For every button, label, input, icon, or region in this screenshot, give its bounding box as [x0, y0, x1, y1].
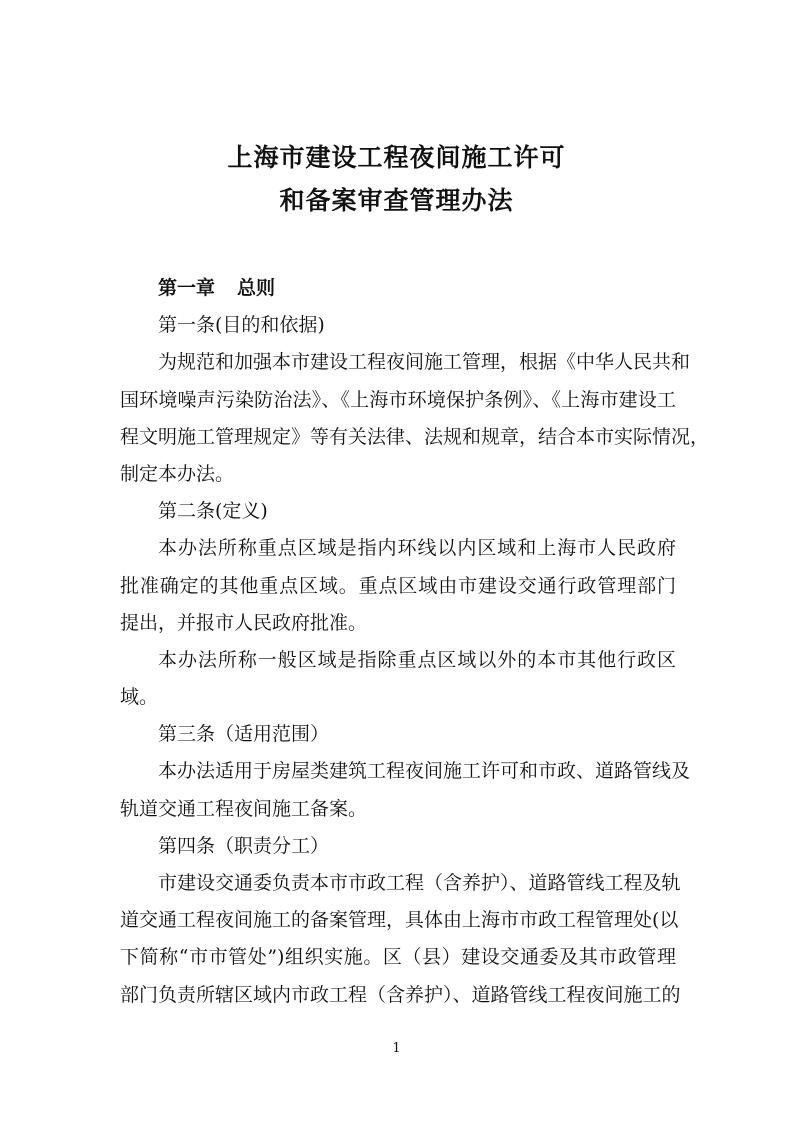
paragraph-line: 本办法所称一般区域是指除重点区域以外的本市其他行政区 — [158, 648, 676, 671]
paragraph-line: 部门负责所辖区域内市政工程（含养护）、道路管线工程夜间施工的 — [120, 983, 681, 1006]
document-body — [120, 270, 710, 1014]
article-1-heading: 第一条(目的和依据) — [158, 314, 325, 337]
paragraph-line: 为规范和加强本市建设工程夜间施工管理，根据《中华人民共和 — [158, 351, 691, 374]
page-number: 1 — [392, 1041, 401, 1056]
paragraph-line: 道交通工程夜间施工的备案管理，具体由上海市市政工程管理处(以 — [120, 909, 679, 932]
paragraph-line: 本办法适用于房屋类建筑工程夜间施工许可和市政、道路管线及 — [158, 760, 691, 783]
paragraph-line: 市建设交通委负责本市市政工程（含养护）、道路管线工程及轨 — [158, 872, 681, 894]
paragraph-line: 程文明施工管理规定》等有关法律、法规和规章，结合本市实际情况， — [120, 425, 710, 448]
article-2-heading: 第二条(定义) — [158, 500, 268, 523]
article-3-heading: 第三条（适用范围） — [158, 723, 330, 746]
paragraph-line: 域。 — [120, 686, 159, 709]
paragraph-line: 制定本办法。 — [120, 462, 235, 485]
paragraph-line: 国环境噪声污染防治法》、《上海市环境保护条例》、《上海市建设工 — [120, 388, 676, 411]
article-4-heading: 第四条（职责分工） — [158, 834, 330, 857]
document-title-line-1: 上海市建设工程夜间施工许可 — [227, 143, 566, 172]
paragraph-line: 提出，并报市人民政府批准。 — [120, 611, 368, 634]
chapter-heading — [120, 270, 676, 307]
paragraph-line: 批准确定的其他重点区域。重点区域由市建设交通行政管理部门 — [120, 574, 676, 597]
chapter-name: 总则 — [237, 277, 276, 299]
paragraph-line: 本办法所称重点区域是指内环线以内区域和上海市人民政府 — [158, 537, 676, 560]
paragraph-line: 轨道交通工程夜间施工备案。 — [120, 797, 368, 820]
document-title-line-2: 和备案审查管理办法 — [279, 186, 514, 215]
chapter-number: 第一章 — [158, 277, 216, 299]
paragraph-line: 下简称“市市管处”)组织实施。区（县）建设交通委及其市政管理 — [120, 946, 676, 969]
